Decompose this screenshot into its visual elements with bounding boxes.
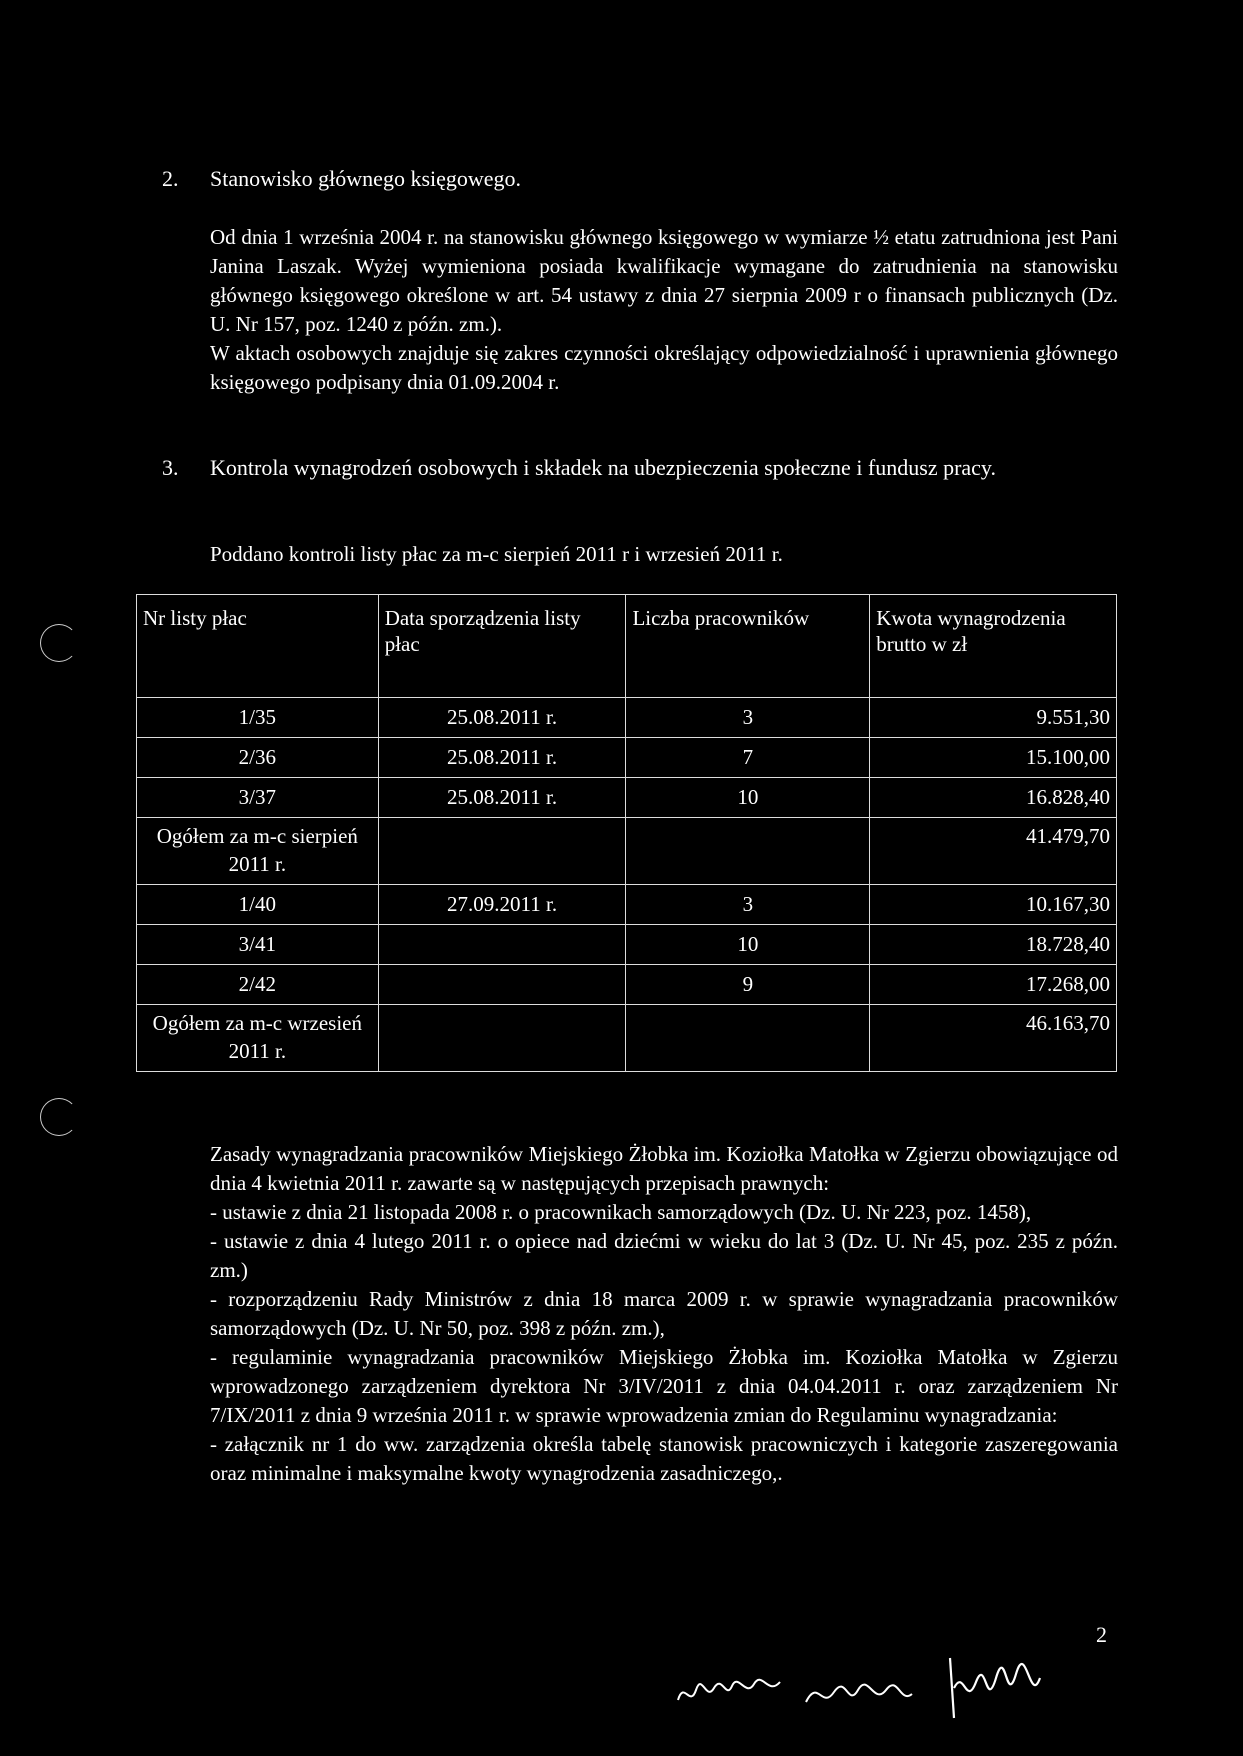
punch-hole-mark [40,1098,78,1136]
col-header-date: Data sporządzenia listy płac [378,595,626,698]
table-row-total-september [137,1005,1117,1072]
cell-date: 25.08.2011 r. [378,738,626,778]
cell-list-number: 3/37 [137,778,379,818]
cell-count: 3 [626,698,870,738]
rules-section [210,1140,1118,1488]
cell-date [378,925,626,965]
cell-amount: 17.268,00 [870,965,1117,1005]
cell-count: 7 [626,738,870,778]
section-3-number: 3. [162,455,179,480]
rules-item: - rozporządzeniu Rady Ministrów z dnia 18 marca 2009 r. w sprawie wynagradzania pracowników samorządowych (Dz. U. Nr 50, poz. 398 z późn. zm.), [210,1287,1118,1340]
cell-amount: 41.479,70 [870,818,1117,885]
signature-laszak [670,1660,790,1720]
payroll-table [136,594,1117,1072]
cell-amount: 16.828,40 [870,778,1117,818]
section-3-intro-text: Poddano kontroli listy płac za m-c sierpień 2011 r i wrzesień 2011 r. [210,542,783,566]
cell-count: 10 [626,925,870,965]
table-row-total-august [137,818,1117,885]
table-row [137,925,1117,965]
cell-amount: 10.167,30 [870,885,1117,925]
section-2-number: 2. [162,166,179,191]
cell-list-number: 3/41 [137,925,379,965]
col-header-gross-amount: Kwota wynagrodzenia brutto w zł [870,595,1117,698]
cell-count [626,1005,870,1072]
cell-date [378,818,626,885]
punch-hole-mark [40,624,78,662]
table-header-row [137,595,1117,698]
rules-item: - regulaminie wynagradzania pracowników Miejskiego Żłobka im. Koziołka Matołka w Zgierzu wprowadzonego zarządzeniem dyrektora Nr 3/IV/2011 z dnia 04.04.2011 r. oraz zarządzeniem Nr 7/IX/2011 z dnia 9 września 2011 r. w sprawie wprowadzenia zmian do Regulaminu wynagradzania: [210,1345,1118,1427]
signature-kluca [800,1660,920,1720]
table-row [137,698,1117,738]
cell-list-number: Ogółem za m-c wrzesień 2011 r. [137,1005,379,1072]
rules-item: - załącznik nr 1 do ww. zarządzenia określa tabelę stanowisk pracowniczych i kategorie zaszeregowania oraz minimalne i maksymalne kwoty wynagrodzenia zasadniczego,. [210,1432,1118,1485]
cell-count: 9 [626,965,870,1005]
page-number: 2 [1096,1622,1107,1647]
rules-intro: Zasady wynagradzania pracowników Miejskiego Żłobka im. Koziołka Matołka w Zgierzu obowiązujące od dnia 4 kwietnia 2011 r. zawarte są w następujących przepisach prawnych: [210,1142,1118,1195]
table-row [137,738,1117,778]
cell-list-number: 1/40 [137,885,379,925]
cell-date: 25.08.2011 r. [378,778,626,818]
col-header-list-number: Nr listy płac [137,595,379,698]
cell-date: 25.08.2011 r. [378,698,626,738]
cell-date [378,965,626,1005]
table-row [137,885,1117,925]
section-2-title: Stanowisko głównego księgowego. [210,166,522,191]
rules-item: - ustawie z dnia 4 lutego 2011 r. o opiece nad dziećmi w wieku do lat 3 (Dz. U. Nr 45, poz. 235 z późn. zm.) [210,1229,1118,1282]
cell-date [378,1005,626,1072]
section-3-heading [162,454,1118,482]
cell-count: 3 [626,885,870,925]
section-2-body [210,223,1118,397]
signature-wlodk [940,1648,1050,1728]
cell-list-number: 1/35 [137,698,379,738]
cell-list-number: 2/36 [137,738,379,778]
cell-list-number: Ogółem za m-c sierpień 2011 r. [137,818,379,885]
col-header-employee-count: Liczba pracowników [626,595,870,698]
cell-count [626,818,870,885]
section-2-heading [162,165,521,193]
rules-item: - ustawie z dnia 21 listopada 2008 r. o pracownikach samorządowych (Dz. U. Nr 223, poz. 1458), [210,1200,1032,1224]
table-row [137,778,1117,818]
cell-list-number: 2/42 [137,965,379,1005]
section-2-paragraph-1: Od dnia 1 września 2004 r. na stanowisku głównego księgowego w wymiarze ½ etatu zatrudniona jest Pani Janina Laszak. Wyżej wymieniona posiada kwalifikacje wymagane do zatrudnienia na stanowisku głównego księgowego określone w art. 54 ustawy z dnia 27 sierpnia 2009 r o finansach publicznych (Dz. U. Nr 157, poz. 1240 z późn. zm.). [210,225,1118,336]
cell-date: 27.09.2011 r. [378,885,626,925]
cell-amount: 46.163,70 [870,1005,1117,1072]
section-3-title: Kontrola wynagrodzeń osobowych i składek na ubezpieczenia społeczne i fundusz pracy. [210,455,997,480]
cell-amount: 18.728,40 [870,925,1117,965]
cell-amount: 9.551,30 [870,698,1117,738]
section-2-paragraph-2: W aktach osobowych znajduje się zakres czynności określający odpowiedzialność i uprawnienia głównego księgowego podpisany dnia 01.09.2004 r. [210,341,1118,394]
cell-amount: 15.100,00 [870,738,1117,778]
cell-count: 10 [626,778,870,818]
table-row [137,965,1117,1005]
section-3-intro [210,540,1118,569]
